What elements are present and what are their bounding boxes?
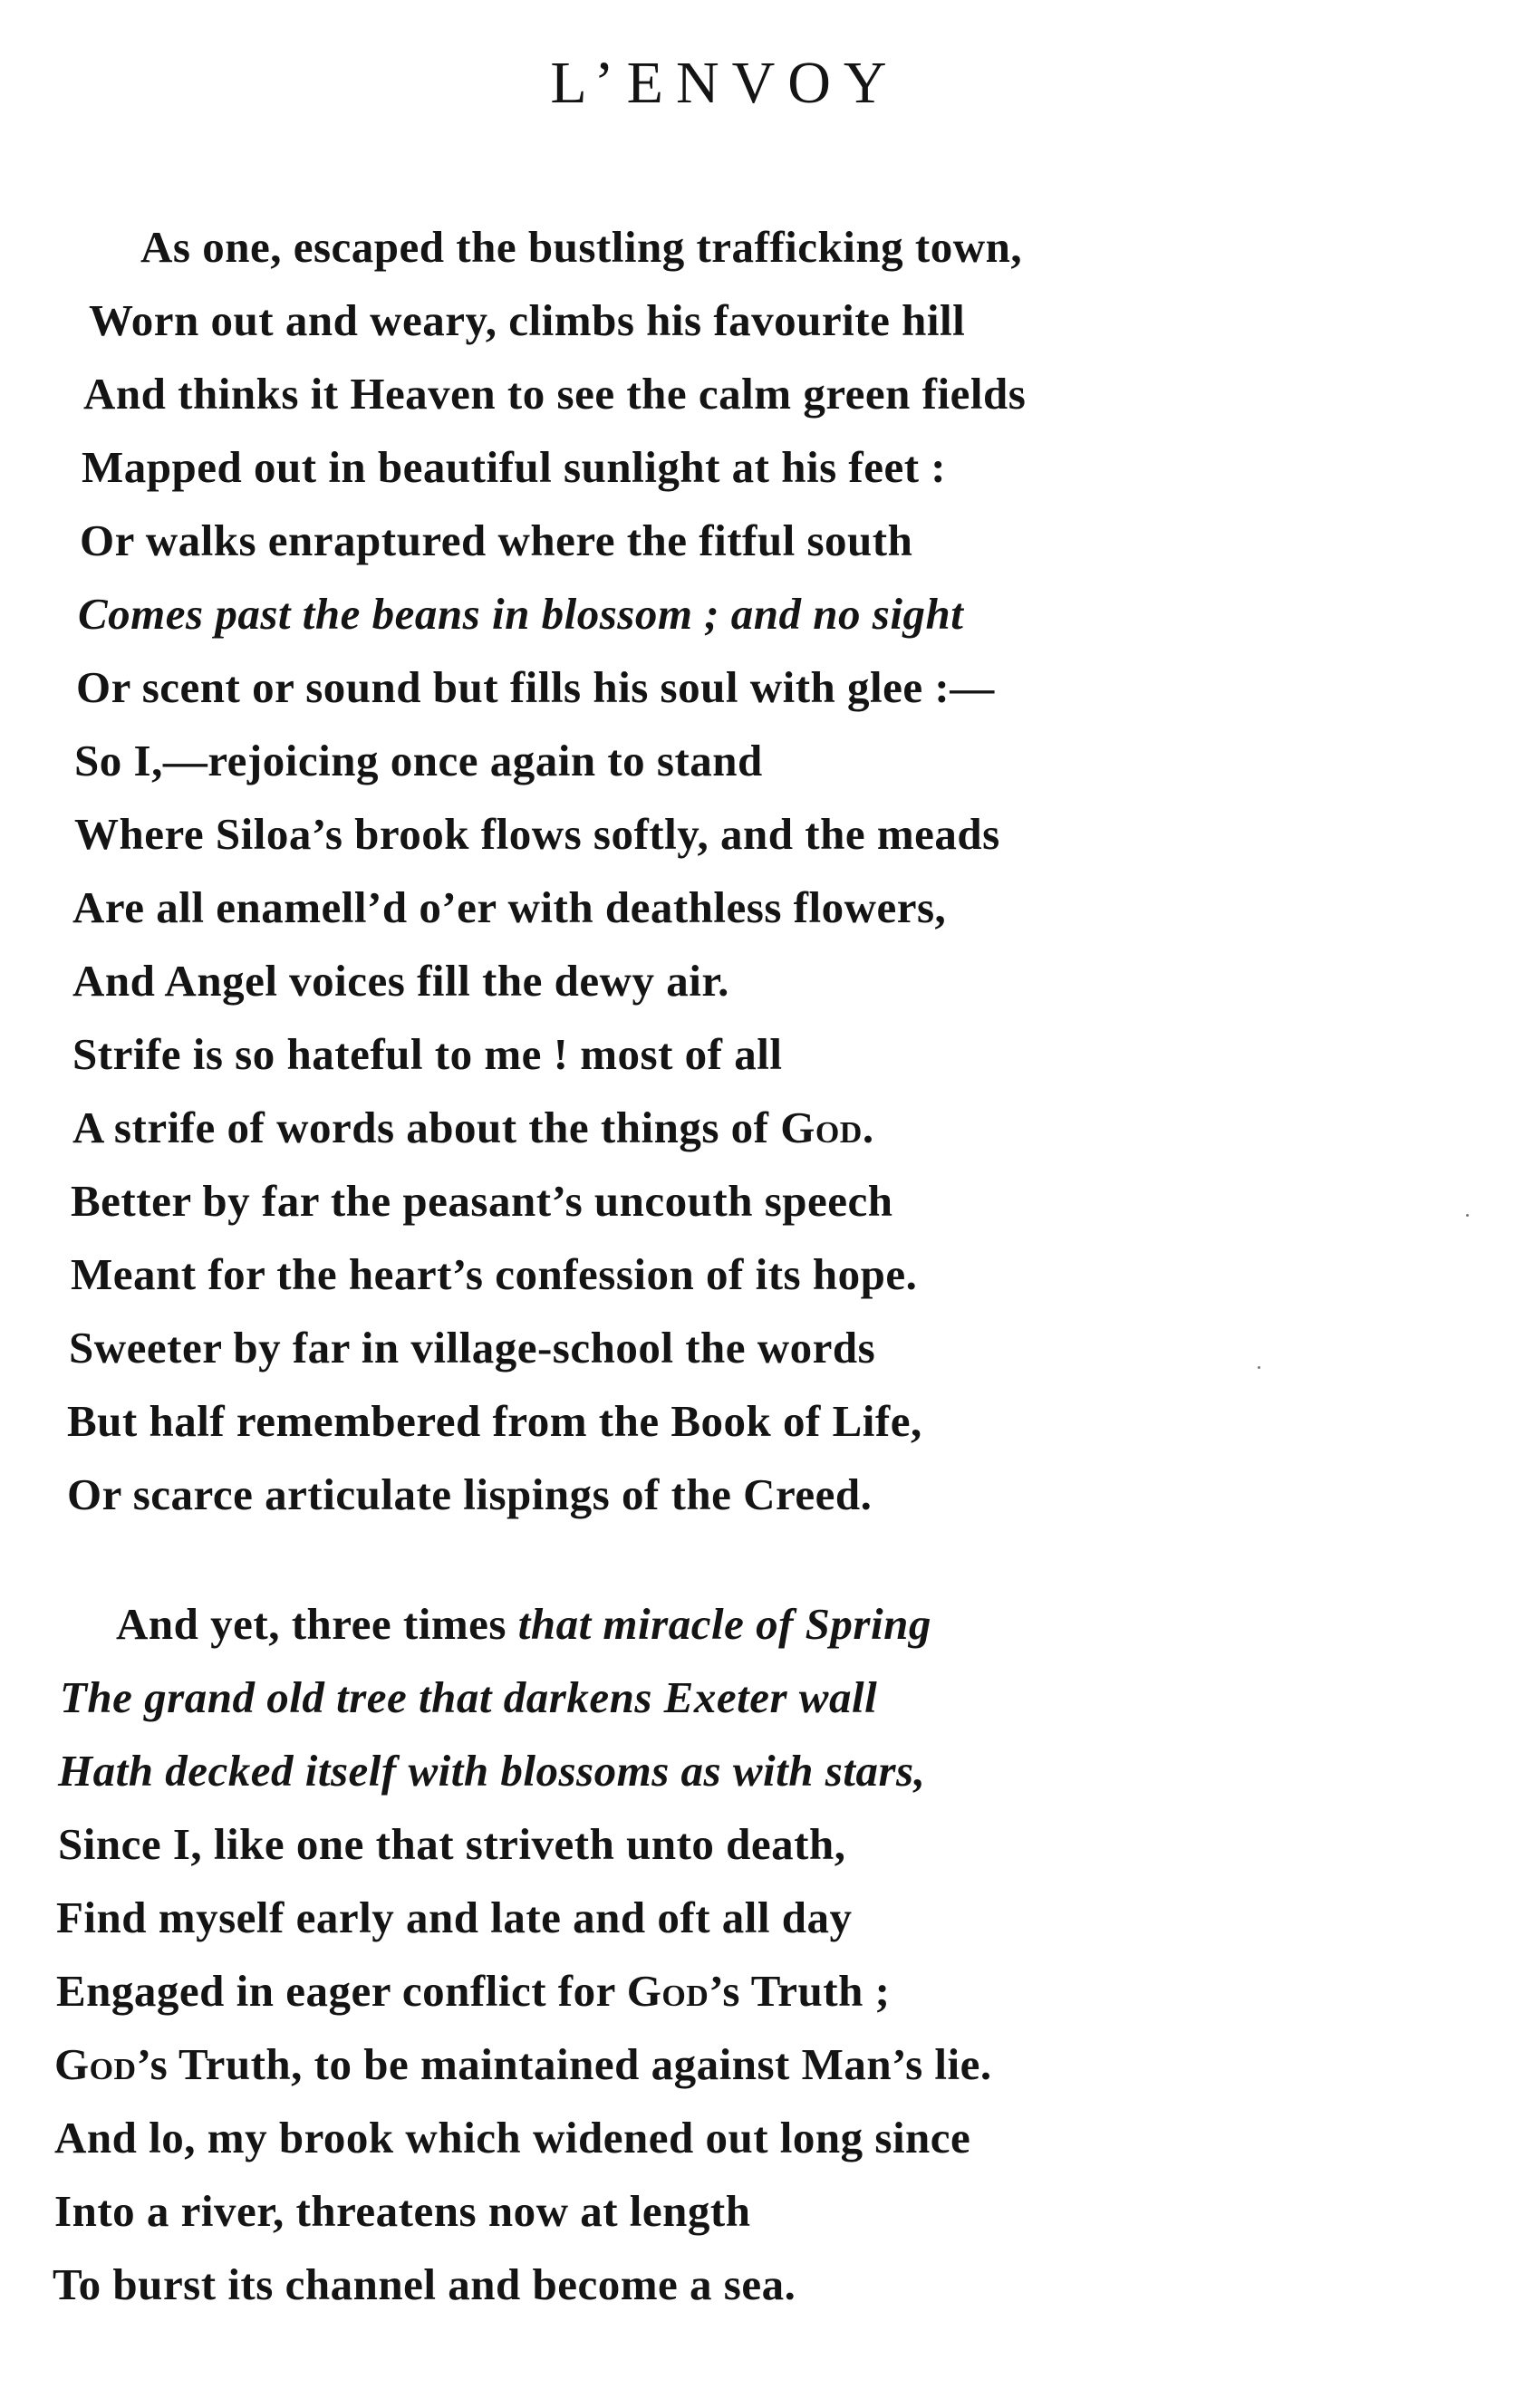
- line-text: Worn out and weary, climbs his favourite hill: [89, 295, 966, 345]
- poem-line: [56, 1954, 992, 2028]
- poem-line: [80, 504, 1026, 577]
- line-text: God: [54, 2039, 137, 2089]
- line-text: To burst its channel and become a sea.: [53, 2259, 796, 2309]
- poem-line: [72, 1091, 1026, 1164]
- line-text: So I,—rejoicing once again to stand: [74, 736, 763, 785]
- poem-line: [83, 357, 1026, 430]
- line-text: Strife is so hateful to me ! most of all: [72, 1029, 783, 1079]
- poem-title: L’ENVOY: [550, 50, 900, 116]
- line-text: ’s Truth, to be maintained against Man’s lie.: [136, 2039, 992, 2089]
- poem-line: [74, 797, 1026, 871]
- poem-line: [78, 577, 1026, 650]
- poem-line: [56, 1881, 992, 1954]
- poem-line: [89, 284, 1026, 357]
- line-text: that miracle of Spring: [517, 1599, 931, 1649]
- stanza-1: [0, 210, 1026, 1531]
- poem-line: [76, 650, 1026, 724]
- line-text: And thinks it Heaven to see the calm green fields: [83, 369, 1027, 419]
- poem-line: [67, 1458, 1026, 1531]
- poem-line: [54, 2174, 992, 2248]
- line-text: Or scarce articulate lispings of the Creed.: [67, 1469, 873, 1519]
- poem-line: [72, 871, 1026, 944]
- poem-line: [82, 430, 1026, 504]
- line-text: ’s Truth ;: [709, 1966, 891, 2016]
- line-text: Meant for the heart’s confession of its hope.: [71, 1249, 918, 1299]
- poem-line: [74, 724, 1026, 797]
- poem-line: [72, 1017, 1026, 1091]
- line-text: God: [626, 1966, 709, 2016]
- line-text: Better by far the peasant’s uncouth speech: [71, 1176, 893, 1226]
- line-text: Sweeter by far in village-school the words: [69, 1323, 876, 1373]
- line-text: Into a river, threatens now at length: [54, 2186, 751, 2236]
- paper-speck: [1258, 1366, 1260, 1369]
- poem-line: [58, 1807, 992, 1881]
- paper-speck: [1466, 1214, 1469, 1217]
- poem-line: [140, 210, 1026, 284]
- stanza-2: [0, 1587, 992, 2321]
- line-text: Find myself early and late and oft all day: [56, 1893, 853, 1942]
- line-text: Comes past the beans in blossom ; and no sight: [78, 589, 964, 639]
- line-text: Or walks enraptured where the fitful south: [80, 515, 913, 565]
- poem-line: [116, 1587, 992, 1661]
- poem-line: [53, 2248, 992, 2321]
- poem-line: [60, 1661, 992, 1734]
- line-text: And Angel voices fill the dewy air.: [72, 956, 729, 1006]
- line-text: Are all enamell’d o’er with deathless flowers,: [72, 882, 947, 932]
- line-text: Engaged in eager conflict for: [56, 1966, 627, 2016]
- poem-line: [54, 2028, 992, 2101]
- poem-line: [54, 2101, 992, 2174]
- poem-line: [58, 1734, 992, 1807]
- line-text: A strife of words about the things of: [72, 1103, 781, 1152]
- line-text: Mapped out in beautiful sunlight at his feet :: [82, 442, 947, 492]
- line-text: As one, escaped the bustling trafficking town,: [140, 222, 1023, 272]
- line-text: Or scent or sound but fills his soul with glee :—: [76, 662, 995, 712]
- line-text: And yet, three times: [116, 1599, 518, 1649]
- line-text: Where Siloa’s brook flows softly, and the meads: [74, 809, 1000, 859]
- line-text: God: [780, 1103, 863, 1152]
- line-text: And lo, my brook which widened out long since: [54, 2113, 971, 2162]
- line-text: The grand old tree that darkens Exeter wall: [60, 1672, 878, 1722]
- poem-line: [71, 1164, 1026, 1238]
- poem-line: [72, 944, 1026, 1017]
- line-text: Since I, like one that striveth unto death,: [58, 1819, 846, 1869]
- line-text: Hath decked itself with blossoms as with stars,: [58, 1746, 926, 1796]
- line-text: But half remembered from the Book of Life,: [67, 1396, 922, 1446]
- poem-line: [69, 1311, 1026, 1384]
- poem-line: [67, 1384, 1026, 1458]
- line-text: .: [862, 1103, 874, 1152]
- poem-line: [71, 1238, 1026, 1311]
